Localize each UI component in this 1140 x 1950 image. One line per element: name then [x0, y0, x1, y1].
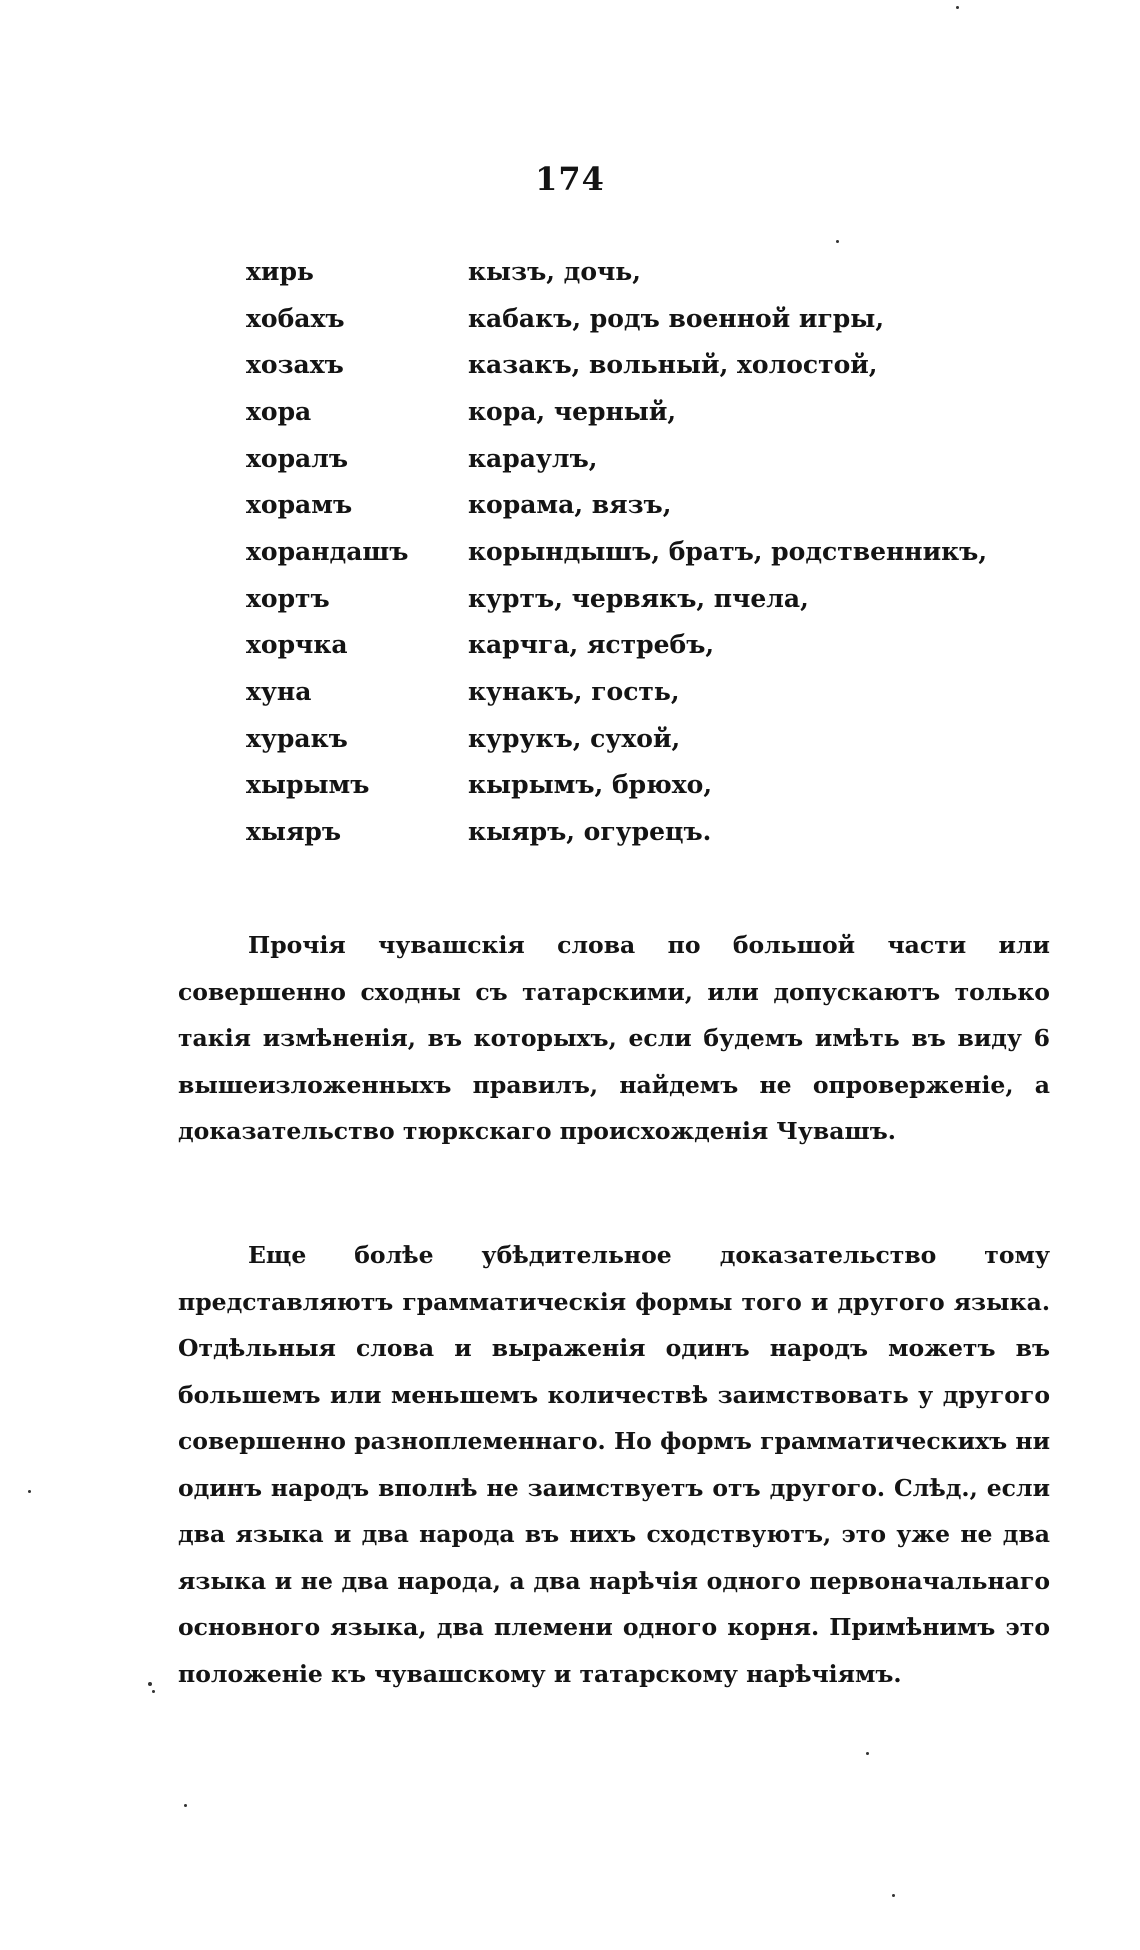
glossary-term: хозахъ: [246, 350, 344, 380]
glossary-row: [246, 715, 1006, 762]
glossary-definition: кабакъ, родъ военной игры,: [468, 303, 885, 333]
glossary-row: [246, 762, 1006, 809]
glossary-row: [246, 388, 1006, 435]
glossary-term: хорандашъ: [246, 536, 409, 566]
glossary-term: хоралъ: [246, 443, 349, 473]
glossary-term: хортъ: [246, 583, 330, 613]
scan-speck: [836, 240, 839, 243]
scan-speck: [892, 1894, 895, 1897]
glossary-row: [246, 575, 1006, 622]
glossary-definition: казакъ, вольный, холостой,: [468, 350, 878, 380]
glossary-row: [246, 808, 1006, 855]
glossary-definition: кыяръ, огурецъ.: [468, 817, 712, 847]
glossary-row: [246, 668, 1006, 715]
scan-speck: [184, 1804, 187, 1807]
glossary-term: хора: [246, 396, 312, 426]
glossary-list: [246, 248, 1006, 855]
glossary-row: [246, 248, 1006, 295]
glossary-term: хирь: [246, 256, 314, 286]
scan-speck: [956, 6, 959, 9]
glossary-term: хобахъ: [246, 303, 345, 333]
glossary-row: [246, 528, 1006, 575]
glossary-term: хорамъ: [246, 490, 353, 520]
glossary-definition: курукъ, сухой,: [468, 723, 681, 753]
scan-speck: [866, 1752, 869, 1755]
glossary-row: [246, 295, 1006, 342]
glossary-definition: карчга, ястребъ,: [468, 630, 715, 660]
scan-speck: [152, 1690, 155, 1693]
glossary-definition: кунакъ, гость,: [468, 677, 680, 707]
page-number: 174: [535, 160, 605, 198]
glossary-row: [246, 481, 1006, 528]
glossary-term: хуракъ: [246, 723, 348, 753]
glossary-definition: караулъ,: [468, 443, 598, 473]
glossary-row: [246, 622, 1006, 669]
glossary-definition: куртъ, червякъ, пчела,: [468, 583, 809, 613]
scan-speck: [28, 1490, 31, 1493]
glossary-definition: кызъ, дочь,: [468, 256, 641, 286]
glossary-term: хорчка: [246, 630, 348, 660]
glossary-definition: кырымъ, брюхо,: [468, 770, 713, 800]
glossary-definition: корындышъ, братъ, родственникъ,: [468, 536, 988, 566]
body-paragraph: Еще болѣе убѣдительное доказательство тому представляютъ грамматическія формы того и другого языка. Отдѣльныя слова и выраженія одинъ народъ можетъ въ большемъ или меньшемъ количествѣ заимствовать у другого совершенно разноплеменнаго. Но формъ грамматическихъ ни одинъ народъ вполнѣ не заимствуетъ отъ другого. Слѣд., если два языка и два народа въ нихъ сходствуютъ, это уже не два языка и не два народа, а два нарѣчія одного первоначальнаго основного языка, два племени одного корня. Примѣнимъ это положеніе къ чувашскому и татарскому нарѣчіямъ.: [178, 1241, 1050, 1688]
glossary-row: [246, 435, 1006, 482]
glossary-term: хуна: [246, 677, 312, 707]
glossary-row: [246, 341, 1006, 388]
glossary-term: хырымъ: [246, 770, 370, 800]
glossary-term: хыяръ: [246, 817, 342, 847]
scan-speck: [148, 1682, 152, 1686]
body-paragraph: Прочія чувашскія слова по большой части или совершенно сходны съ татарскими, или допускаютъ только такія измѣненія, въ которыхъ, если будемъ имѣть въ виду 6 вышеизложенныхъ правилъ, найдемъ не опроверженіе, а доказательство тюркскаго происхожденія Чувашъ.: [178, 931, 1050, 1145]
glossary-definition: корама, вязъ,: [468, 490, 672, 520]
glossary-definition: кора, черный,: [468, 396, 677, 426]
